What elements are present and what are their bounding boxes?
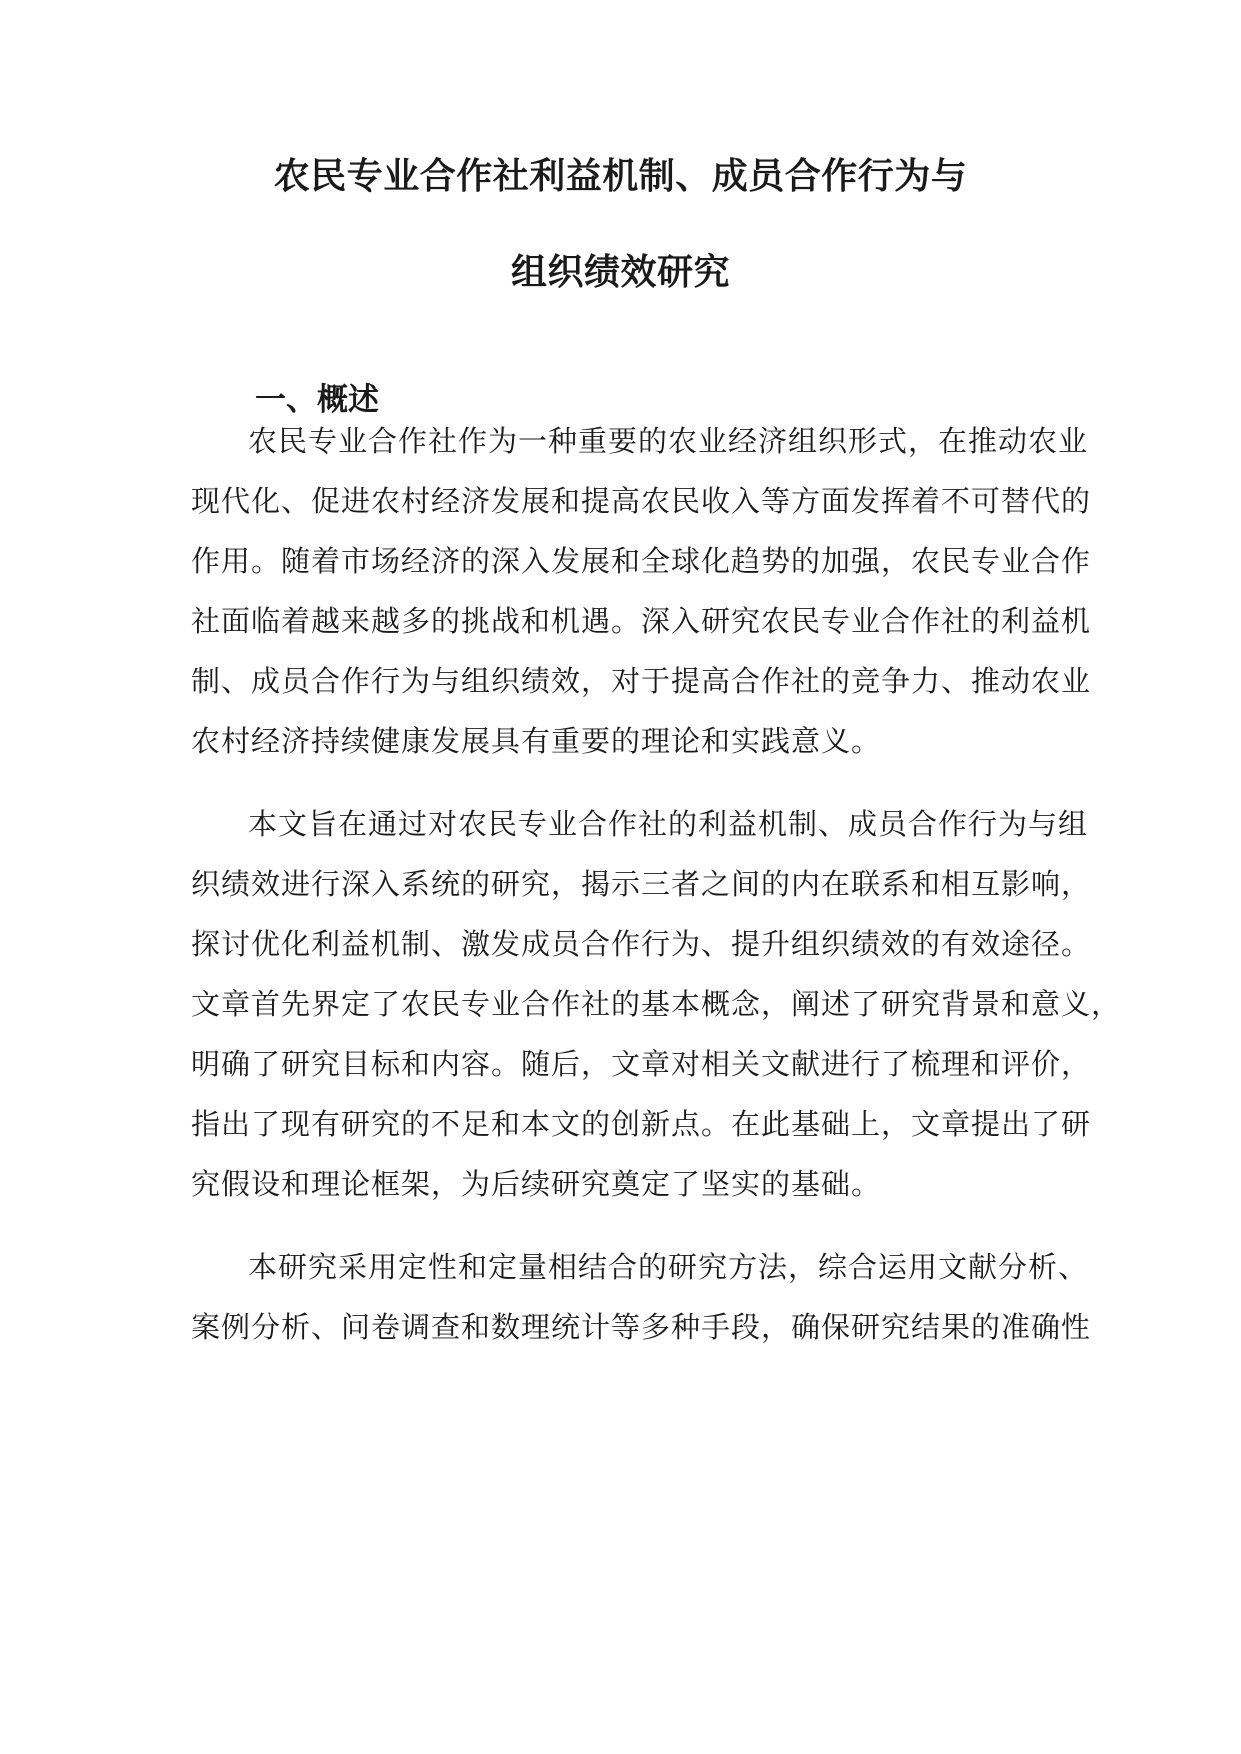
body-line: 本研究采用定性和定量相结合的研究方法，综合运用文献分析、	[248, 1250, 1089, 1284]
document-title-line-2: 组织绩效研究	[510, 252, 730, 293]
body-line: 制、成员合作行为与组织绩效，对于提高合作社的竞争力、推动农业	[191, 664, 1092, 698]
body-line: 文章首先界定了农民专业合作社的基本概念，阐述了研究背景和意义，	[191, 987, 1122, 1021]
body-line: 织绩效进行深入系统的研究，揭示三者之间的内在联系和相互影响，	[191, 867, 1092, 901]
body-line: 究假设和理论框架，为后续研究奠定了坚实的基础。	[191, 1167, 882, 1201]
body-line: 明确了研究目标和内容。随后，文章对相关文献进行了梳理和评价，	[191, 1047, 1092, 1081]
body-line: 探讨优化利益机制、激发成员合作行为、提升组织绩效的有效途径。	[191, 927, 1092, 961]
body-line: 现代化、促进农村经济发展和提高农民收入等方面发挥着不可替代的	[191, 484, 1092, 518]
section-heading: 一、概述	[255, 382, 379, 418]
body-line: 社面临着越来越多的挑战和机遇。深入研究农民专业合作社的利益机	[191, 604, 1092, 638]
body-line: 案例分析、问卷调查和数理统计等多种手段，确保研究结果的准确性	[191, 1310, 1092, 1344]
body-line: 指出了现有研究的不足和本文的创新点。在此基础上，文章提出了研	[191, 1107, 1092, 1141]
body-line: 本文旨在通过对农民专业合作社的利益机制、成员合作行为与组	[248, 807, 1089, 841]
body-line: 农民专业合作社作为一种重要的农业经济组织形式，在推动农业	[248, 424, 1089, 458]
document-title-line-1: 农民专业合作社利益机制、成员合作行为与	[273, 156, 968, 197]
body-line: 作用。随着市场经济的深入发展和全球化趋势的加强，农民专业合作	[191, 544, 1092, 578]
body-line: 农村经济持续健康发展具有重要的理论和实践意义。	[191, 724, 882, 758]
